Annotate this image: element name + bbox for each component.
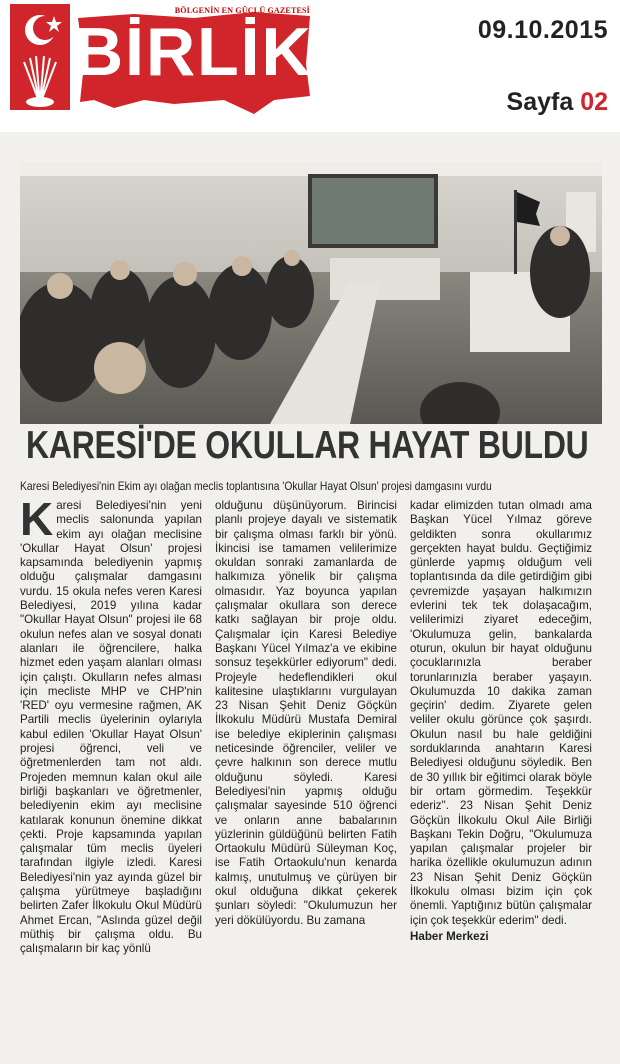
masthead (0, 0, 620, 130)
page-indicator (507, 88, 608, 117)
meeting-room-photo-icon (20, 162, 602, 424)
drop-cap: K (20, 493, 54, 545)
masthead-logo-text: BİRLİK (74, 14, 313, 90)
article-column-3 (410, 499, 592, 944)
page-label: Sayfa (506, 88, 574, 116)
column-1-text: aresi Belediyesi'nin yeni meclis salonunda yapılan ekim ayı olağan meclisine 'Okullar Hayat Olsun' projesi kapsamında belediyenin yapmış olduğu çalışmalar damgasını vurdu. 15 okula nefes veren Karesi Belediyesi, 2019 yılına kadar "Okullar Hayat Olsun" projesi ile 68 okulun nefes alan ve sosyal donatı alanları ile öğrencilere, halka hizmet eden yaşam alanları olması için çalıştı. Okulların nefes alması için mecliste MHP ve CHP'nin 'RED' oyu vermesine rağmen, AK Partili meclis üyelerinin oylarıyla kabul edilen 'Okullar Hayat Olsun' projesi öğrenci, veli ve öğretmenlerden tam not aldı. Projeden memnun kalan okul aile birliği başkanları ve öğretmenler, belediyenin ekim ayı meclisine katılarak konunun önemine dikkat çekti. Proje kapsamında yapılan çalışmalar tüm meclis üyeleri tarafından ilgiyle izledi. Karesi Belediyesi'nin yaz ayında güzel bir çalışma yürütmeye başladığını belirten Zafer İlkokulu Okul Müdürü Ahmet Ercan, "Aslında güzel değil müthiş bir çalışma oldu. Bu çalışmaların bir kaç yönlü (20, 499, 202, 956)
article-subheadline: Karesi Belediyesi'nin Ekim ayı olağan meclis toplantısına 'Okullar Hayat Olsun' projesi damgasını vurdu (20, 479, 492, 493)
column-3-text: kadar elimizden tutan olmadı ama Başkan Yücel Yılmaz göreve geldikten sonra okullarımız gerçekten hayat buldu. Geçtiğimiz günlerde yapmış olduğum veli toplantısında da dile getirdiğim gibi çevremizde yaşayan halkımızın evlerini tek tek dolaşacağım, velilerimizi ziyaret edeceğim, 'Okulumuza gelin, bankalarda oturun, okulun bir hayat olduğunu çocuklarınızla beraber torunlarınızla beraber yaşayın. Okulumuzda 10 dakika zaman geçirin' dedim. Ziyarete gelen veliler okulu görünce çok şaşırdı. Okulun nasıl bu hale geldiğini sorduklarında anahtarın Karesi Belediyesi olduğunu söyledik. Ben de 30 yıllık bir eğitimci olarak böyle bir ortam görmedim. Teşekkür ederiz". 23 Nisan Şehit Deniz Göçkün İlkokulu Okul Aile Birliği Başkanı Tekin Doğru, "Okulumuza yapılan çalışmalar projeler bir harika özellikle okulumuzun adının 23 Nisan Şehit Deniz Göçkün İlkokulu olması bizim için çok önemli. Yaptığınız bütün çalışmalar için çok teşekkür ederim" dedi. (410, 499, 592, 927)
masthead-logo (74, 4, 314, 116)
article-column-2 (215, 499, 397, 928)
article-column-1 (20, 493, 202, 957)
newspaper-emblem-icon (10, 4, 70, 110)
masthead-tagline: BÖLGENİN EN GÜÇLÜ GAZETESİ (174, 6, 310, 15)
issue-date: 09.10.2015 (477, 16, 608, 44)
article-headline: KARESİ'DE OKULLAR HAYAT BULDU (26, 424, 589, 467)
article-byline: Haber Merkezi (410, 929, 489, 943)
council-meeting-photo (20, 162, 602, 424)
page-number: 02 (580, 88, 608, 116)
column-2-text: olduğunu düşünüyorum. Birincisi planlı projeye dayalı ve sistematik bir çalışma olması farklı bir yönü. İkincisi ise tamamen velilerimize okuldan sonraki zamanlarda de halkımıza yönelik bir çalışma olmasıdır. Yaz boyunca yapılan çalışmalar okullara son derece katkı sağlayan bir proje oldu. Çalışmalar için Karesi Belediye Başkanı Yücel Yılmaz'a ve ekibine sonsuz teşekkürler ediyorum" dedi. Projeyle hedeflendikleri okul kalitesine ulaştıklarını vurgulayan 23 Nisan Şehit Deniz Göçkün İlkokulu Müdürü Mustafa Demiral ise belediye ekiplerinin çalışması neticesinde öğrenciler, veliler ve çevre halkının son derece mutlu olduğunu söyledi. Karesi Belediyesi'nin yapmış olduğu çalışmalar sayesinde 510 öğrenci ve onların anne babalarının yüzlerinin güldüğünü belirten Fatih Ortaokulu Müdürü Süleyman Koç, ise Fatih Ortaokulu'nun kenarda kalmış, unutulmuş ve çürüyen bir okul olduğuna dikkat çekerek şunları söyledi: "Okulumuzun her yeri dökülüyordu. Bu zamana (215, 499, 397, 927)
